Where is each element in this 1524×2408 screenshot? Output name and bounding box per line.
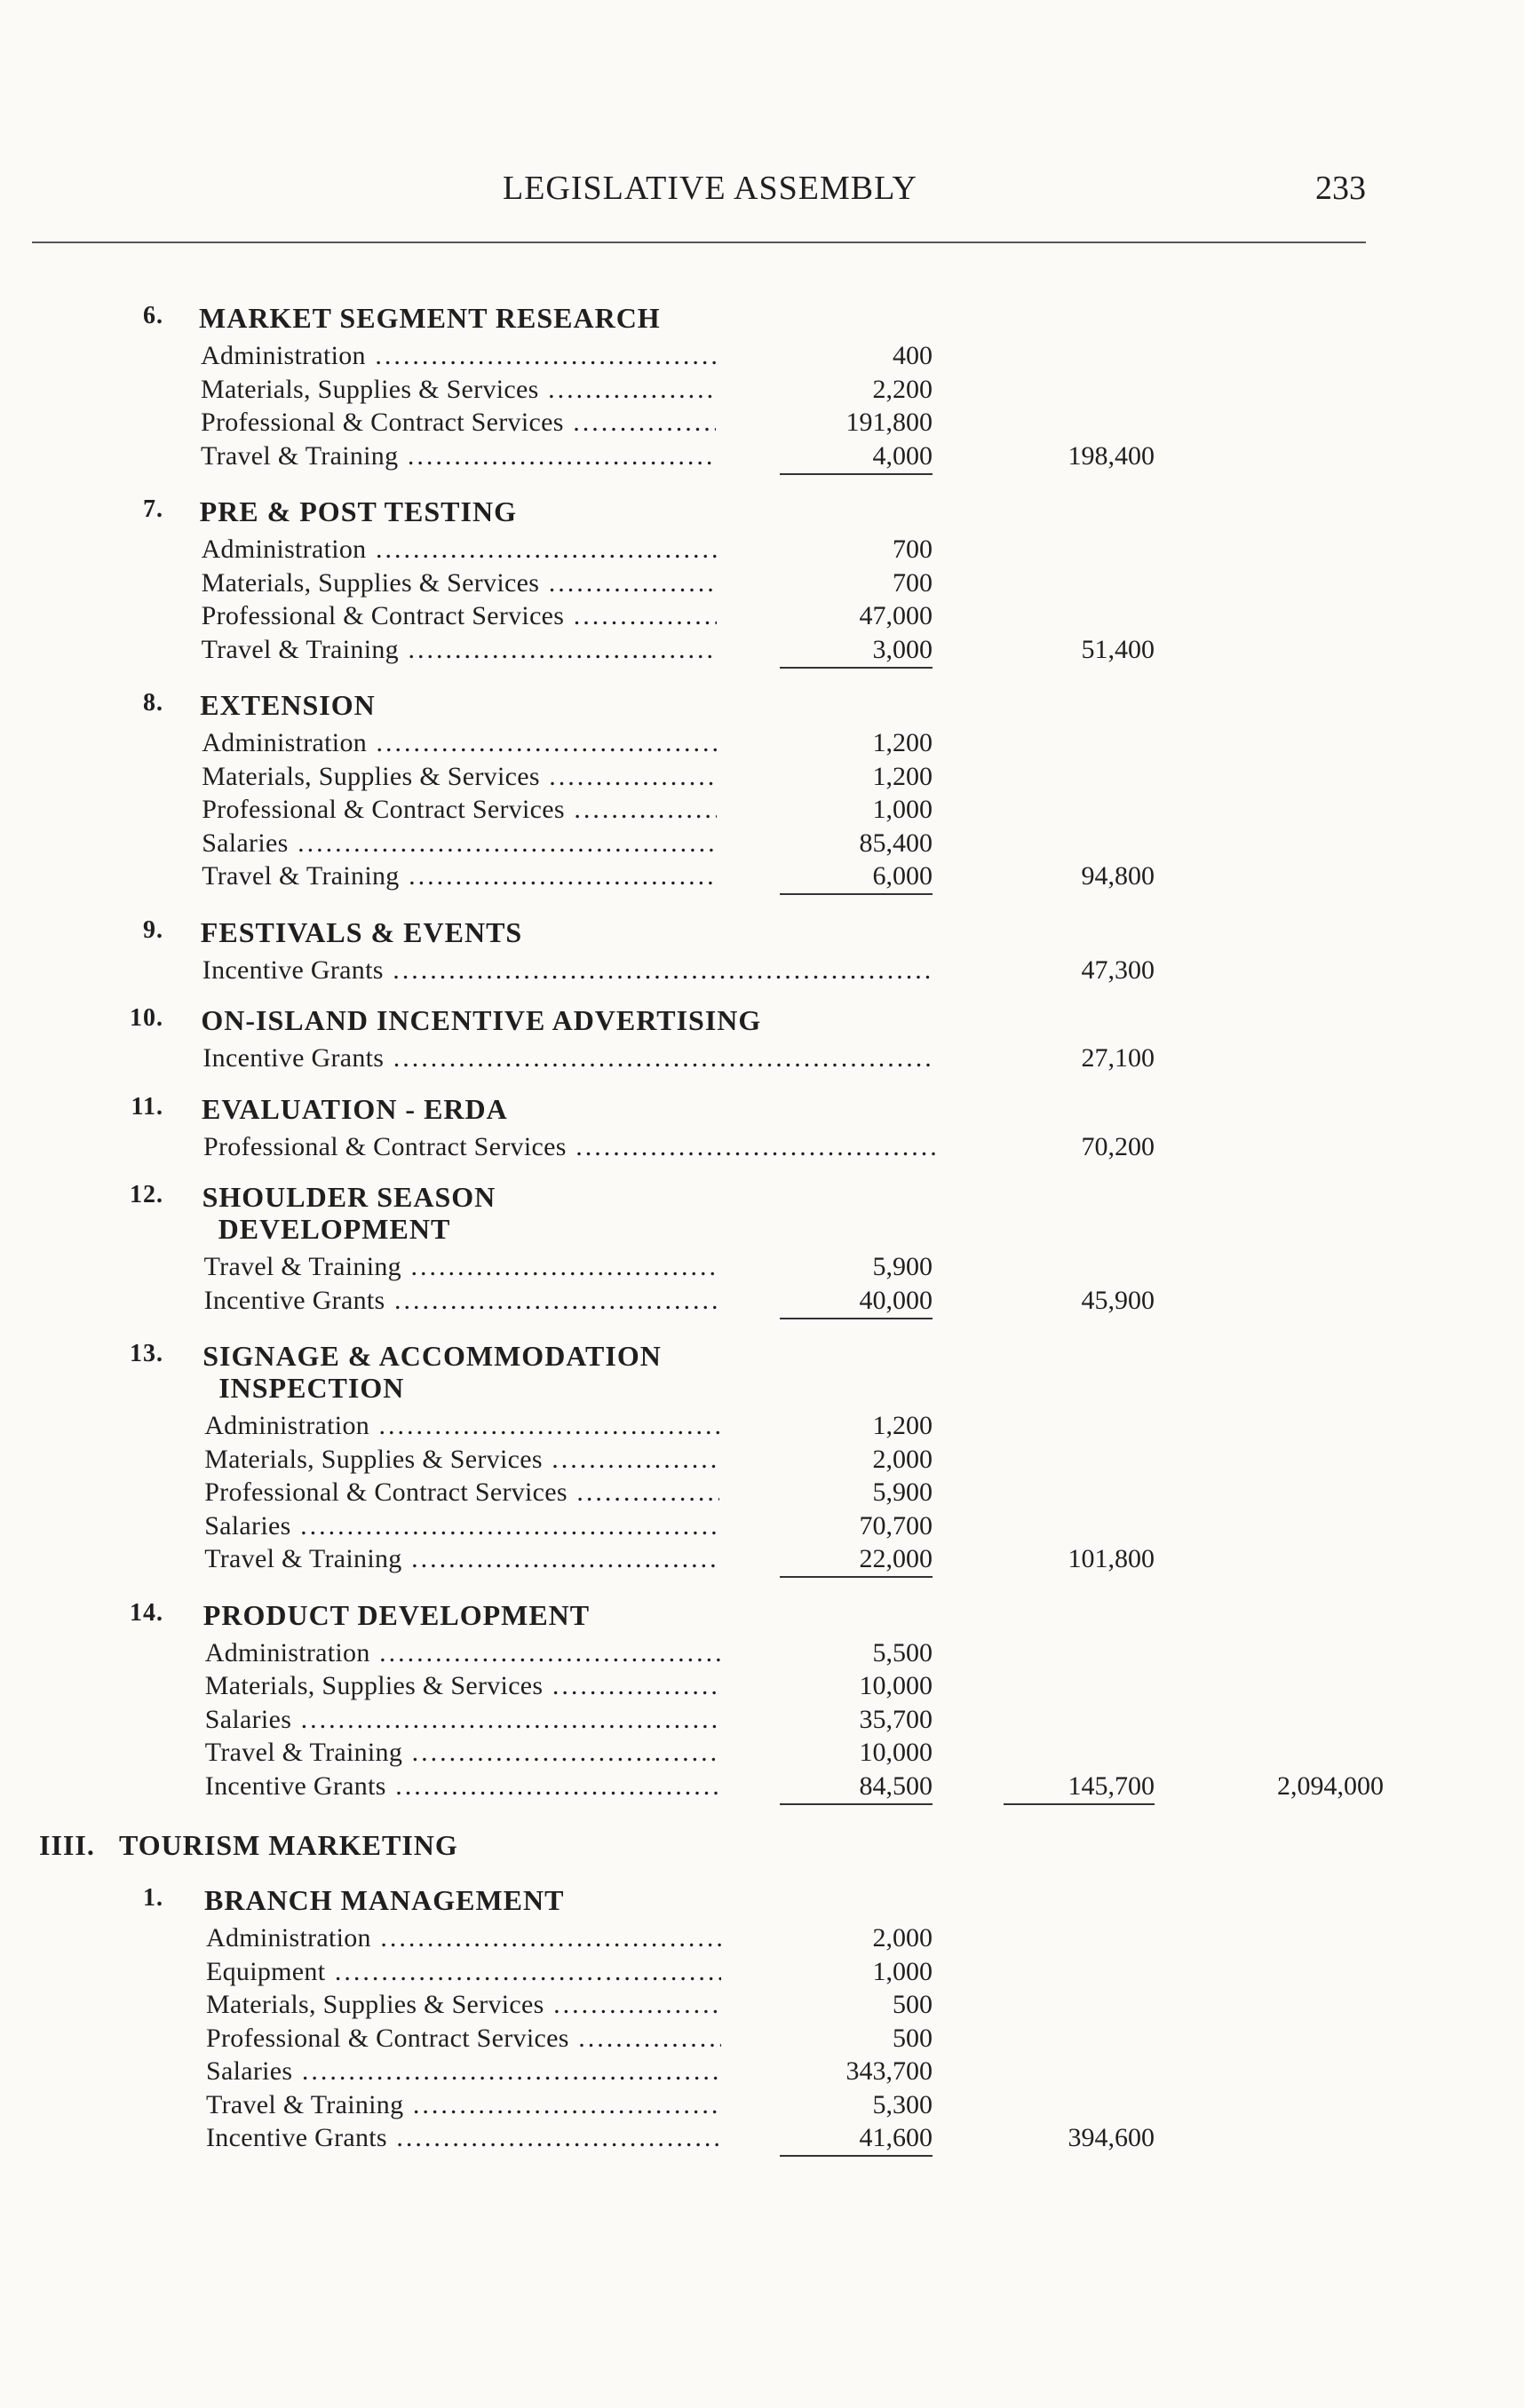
line-item-amount: 191,800 [845, 408, 933, 437]
part-title: TOURISM MARKETING [119, 1829, 458, 1861]
line-item-amount: 2,200 [872, 374, 933, 404]
line-item-label: Professional & Contract Services ..... [202, 601, 717, 631]
line-item-label: Professional & Contract Services ..... [206, 2024, 721, 2054]
line-item-label: Professional & Contract Services ..... [201, 408, 716, 438]
section-title: PRODUCT DEVELOPMENT [202, 1598, 591, 1631]
section-total: 51,400 [1081, 634, 1155, 664]
section-total: 145,700 [1004, 1771, 1155, 1805]
line-item-label: Travel & Training ..... [206, 2090, 721, 2120]
line-item-label: Incentive Grants ..... [202, 955, 935, 986]
section-title: SHOULDER SEASON [202, 1181, 496, 1213]
section-total: 47,300 [1081, 954, 1155, 985]
section-title: ON-ISLAND INCENTIVE ADVERTISING [201, 1004, 762, 1036]
line-item-amount: 40,000 [780, 1286, 933, 1319]
section-number: 8. [143, 689, 163, 717]
line-item-label: Incentive Grants ..... [202, 1043, 935, 1073]
line-item-label: Travel & Training ..... [202, 635, 717, 665]
line-item-label: Administration ..... [202, 728, 717, 758]
section-total: 198,400 [1068, 440, 1155, 471]
line-item-amount: 5,900 [872, 1477, 933, 1507]
line-item-amount: 500 [893, 2023, 933, 2053]
section-number: 7. [143, 495, 163, 523]
section-total: 27,100 [1081, 1043, 1155, 1073]
line-item-label: Administration ..... [205, 1638, 720, 1668]
line-item-amount: 10,000 [859, 1671, 933, 1700]
section-title: MARKET SEGMENT RESEARCH [199, 302, 661, 334]
line-item-amount: 343,700 [845, 2056, 933, 2086]
section-number: 11. [131, 1092, 163, 1121]
section-number: 1. [143, 1884, 163, 1912]
line-item-label: Materials, Supplies & Services ..... [202, 762, 717, 792]
line-item-label: Salaries ..... [206, 2056, 721, 2087]
section-number: 6. [143, 302, 163, 329]
section-total: 101,800 [1068, 1544, 1155, 1573]
line-item-label: Administration ..... [201, 341, 716, 371]
line-item-label: Salaries ..... [202, 828, 717, 859]
line-item-amount: 22,000 [780, 1544, 933, 1578]
page-title: LEGISLATIVE ASSEMBLY [503, 170, 917, 207]
line-item-label: Administration ..... [202, 535, 717, 565]
line-item-amount: 1,000 [872, 795, 933, 824]
line-item-amount: 5,300 [872, 2089, 933, 2119]
line-item-label: Administration ..... [204, 1411, 719, 1441]
line-item-label: Equipment ..... [206, 1957, 721, 1987]
line-item-amount: 47,000 [859, 601, 933, 630]
section-total: 70,200 [1081, 1131, 1155, 1161]
line-item-label: Salaries ..... [204, 1511, 719, 1541]
section-number: 12. [130, 1181, 163, 1208]
section-title: INSPECTION [218, 1372, 405, 1404]
line-item-amount: 3,000 [780, 635, 933, 669]
line-item-amount: 41,600 [780, 2123, 933, 2157]
line-item-amount: 6,000 [780, 861, 933, 895]
line-item-label: Travel & Training ..... [202, 861, 717, 891]
line-item-amount: 10,000 [859, 1738, 933, 1767]
line-item-label: Salaries ..... [205, 1705, 720, 1735]
line-item-label: Professional & Contract Services ..... [202, 795, 717, 825]
line-item-label: Materials, Supplies & Services ..... [204, 1445, 719, 1475]
line-item-amount: 1,200 [872, 728, 933, 757]
section-title: EXTENSION [200, 689, 376, 721]
line-item-amount: 4,000 [780, 441, 933, 475]
section-total: 45,900 [1081, 1285, 1155, 1315]
line-item-label: Professional & Contract Services ..... [203, 1132, 936, 1162]
line-item-label: Materials, Supplies & Services ..... [205, 1671, 720, 1701]
line-item-amount: 84,500 [780, 1771, 933, 1805]
section-number: 13. [130, 1340, 163, 1367]
line-item-label: Travel & Training ..... [204, 1544, 719, 1574]
line-item-label: Materials, Supplies & Services ..... [202, 568, 717, 598]
section-number: 10. [130, 1004, 163, 1032]
section-title: DEVELOPMENT [218, 1213, 451, 1245]
section-number: 9. [143, 915, 163, 944]
line-item-amount: 1,200 [872, 761, 933, 791]
line-item-amount: 700 [893, 535, 933, 564]
line-item-amount: 700 [893, 567, 933, 598]
line-item-label: Materials, Supplies & Services ..... [206, 1990, 721, 2020]
section-title: EVALUATION - ERDA [202, 1092, 508, 1125]
line-item-label: Incentive Grants ..... [206, 2123, 721, 2153]
line-item-amount: 70,700 [859, 1510, 933, 1541]
line-item-label: Travel & Training ..... [204, 1252, 719, 1282]
section-title: FESTIVALS & EVENTS [200, 915, 523, 948]
section-total: 394,600 [1068, 2123, 1155, 2152]
line-item-amount: 5,500 [872, 1637, 933, 1667]
line-item-label: Travel & Training ..... [201, 441, 716, 471]
line-item-label: Materials, Supplies & Services ..... [201, 375, 716, 405]
grand-total: 2,094,000 [1277, 1770, 1384, 1801]
line-item-amount: 2,000 [872, 1444, 933, 1474]
section-title: PRE & POST TESTING [199, 495, 517, 527]
section-title: BRANCH MANAGEMENT [204, 1884, 565, 1916]
section-title: SIGNAGE & ACCOMMODATION [202, 1340, 662, 1372]
line-item-amount: 400 [893, 341, 933, 370]
line-item-amount: 1,000 [872, 1956, 933, 1986]
line-item-amount: 85,400 [859, 828, 933, 858]
page-number: 233 [1315, 170, 1366, 207]
section-total: 94,800 [1081, 861, 1155, 891]
section-number: 14. [130, 1598, 163, 1627]
line-item-amount: 2,000 [872, 1923, 933, 1953]
line-item-amount: 1,200 [872, 1411, 933, 1440]
line-item-amount: 35,700 [859, 1704, 933, 1734]
line-item-amount: 5,900 [872, 1252, 933, 1281]
line-item-amount: 500 [893, 1990, 933, 2019]
line-item-label: Incentive Grants ..... [204, 1286, 719, 1316]
line-item-label: Professional & Contract Services ..... [204, 1477, 719, 1508]
line-item-label: Travel & Training ..... [205, 1738, 720, 1768]
part-number: IIII. [39, 1829, 95, 1861]
line-item-label: Incentive Grants ..... [205, 1771, 720, 1802]
line-item-label: Administration ..... [206, 1923, 721, 1953]
